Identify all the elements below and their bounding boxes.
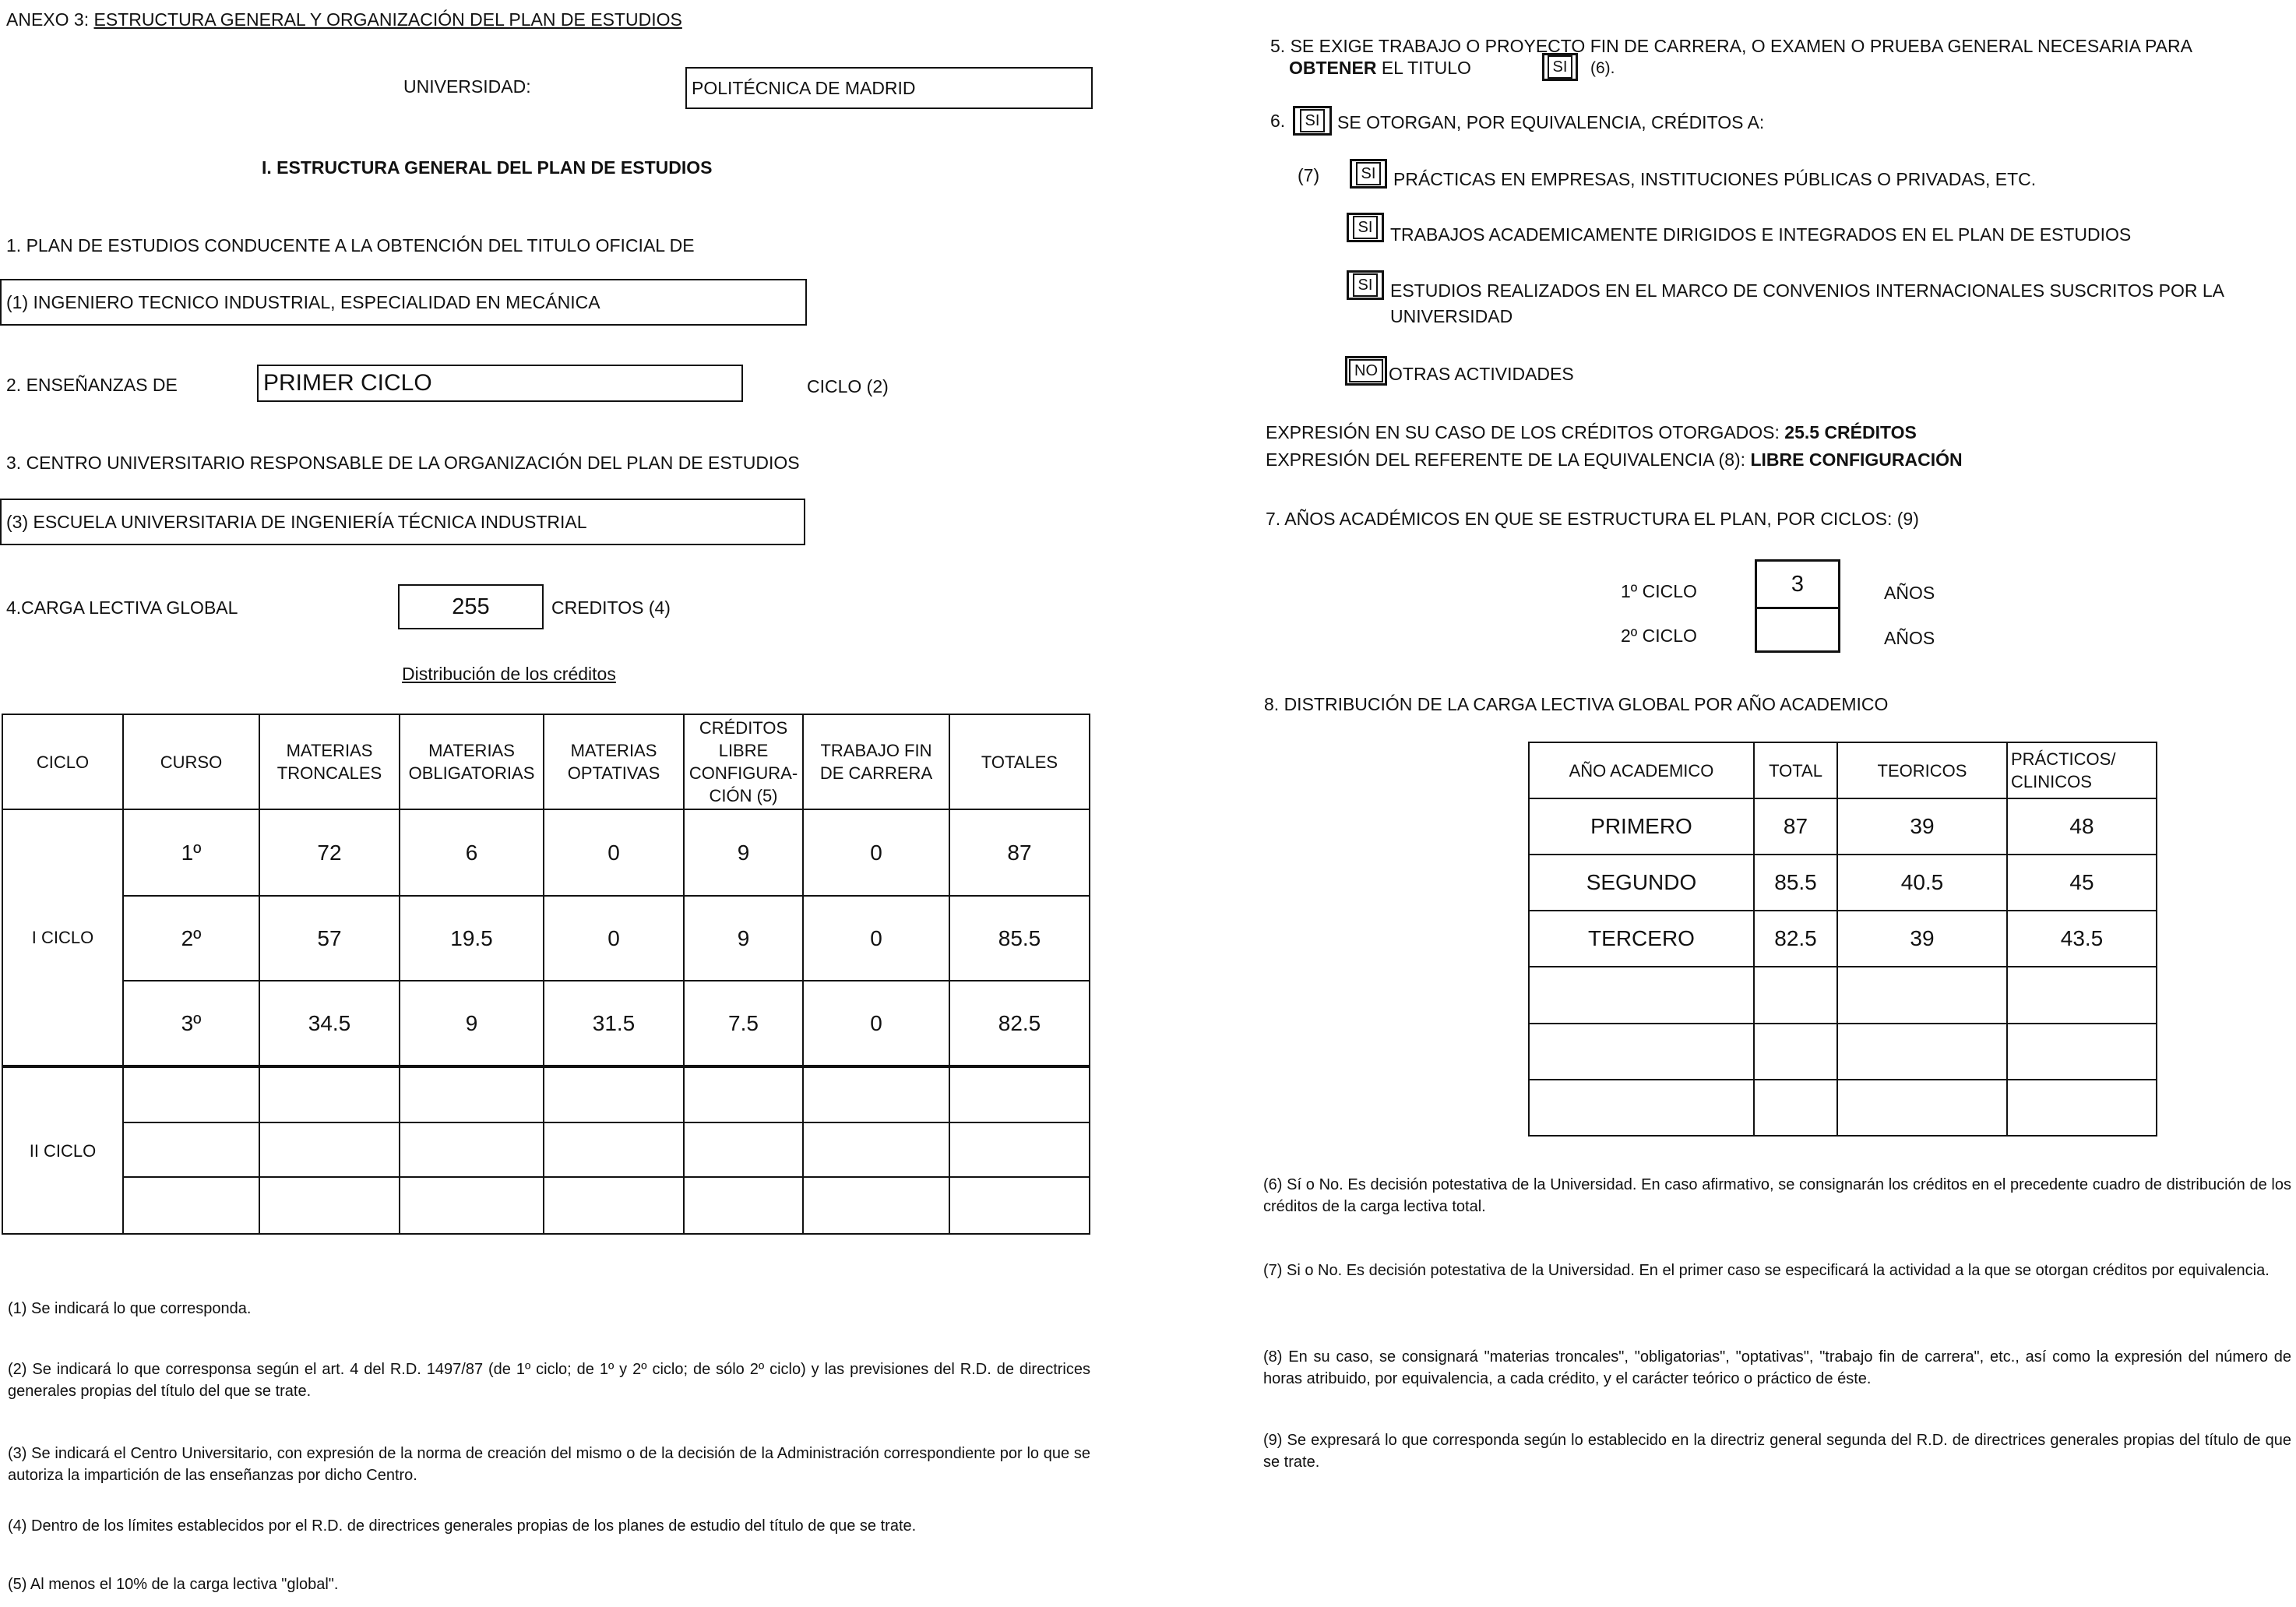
troncales-cell: 72 bbox=[259, 809, 400, 896]
universidad-label: UNIVERSIDAD: bbox=[403, 76, 531, 97]
q6-checkbox bbox=[1293, 106, 1332, 136]
libre-cell: 9 bbox=[684, 809, 803, 896]
annex-heading bbox=[6, 9, 682, 30]
trabajo-cell: 0 bbox=[803, 896, 949, 981]
q6-box-value: SI bbox=[1300, 109, 1326, 132]
obligatorias-cell: 19.5 bbox=[400, 896, 544, 981]
q7-years-boxes bbox=[1755, 559, 1840, 653]
q7-ciclo1-value: 3 bbox=[1757, 562, 1838, 609]
table-row bbox=[1529, 967, 2157, 1024]
totales-cell: 87 bbox=[949, 809, 1090, 896]
header-trabajo bbox=[803, 714, 949, 809]
q6d-checkbox bbox=[1345, 356, 1387, 386]
anio-cell: TERCERO bbox=[1529, 911, 1754, 967]
q5-line1: 5. SE EXIGE TRABAJO O PROYECTO FIN DE CARRERA, O EXAMEN O PRUEBA GENERAL NECESARIA PARA bbox=[1270, 36, 2192, 56]
table-row bbox=[2, 1066, 1090, 1122]
expresion-value-2: LIBRE CONFIGURACIÓN bbox=[1750, 449, 1963, 470]
troncales-cell: 34.5 bbox=[259, 981, 400, 1066]
table-row bbox=[2, 981, 1090, 1066]
q6b-text: TRABAJOS ACADEMICAMENTE DIRIGIDOS E INTEGRADOS EN EL PLAN DE ESTUDIOS bbox=[1390, 224, 2132, 245]
header-troncales-l1: MATERIAS bbox=[286, 741, 373, 760]
q5-note: (6). bbox=[1590, 59, 1615, 77]
credits-table bbox=[2, 714, 1090, 1235]
expresion-label-1: EXPRESIÓN EN SU CASO DE LOS CRÉDITOS OTORGADOS: bbox=[1266, 422, 1785, 442]
q6b-box-value: SI bbox=[1353, 216, 1379, 239]
q7-years-label-2: AÑOS bbox=[1884, 628, 1935, 648]
table-row bbox=[1529, 1080, 2157, 1136]
header-curso: CURSO bbox=[123, 714, 259, 809]
q6d-box-value: NO bbox=[1349, 359, 1383, 382]
q6b-checkbox bbox=[1347, 213, 1384, 242]
practicos-cell: 43.5 bbox=[2007, 911, 2157, 967]
teoricos-cell: 40.5 bbox=[1837, 855, 2007, 911]
teoricos-cell: 39 bbox=[1837, 798, 2007, 855]
q2-label: 2. ENSEÑANZAS DE bbox=[6, 375, 178, 395]
obligatorias-cell: 6 bbox=[400, 809, 544, 896]
table-row bbox=[2, 809, 1090, 896]
q6c-checkbox bbox=[1347, 270, 1384, 300]
q5-bold: OBTENER bbox=[1289, 58, 1377, 78]
q2-suffix: CICLO (2) bbox=[807, 376, 889, 396]
header-optativas bbox=[544, 714, 684, 809]
q7-ciclo2-label: 2º CICLO bbox=[1621, 626, 1697, 646]
section-title: I. ESTRUCTURA GENERAL DEL PLAN DE ESTUDIOS bbox=[262, 157, 713, 178]
footnote-5: (5) Al menos el 10% de la carga lectiva "global". bbox=[8, 1576, 339, 1593]
libre-cell: 7.5 bbox=[684, 981, 803, 1066]
q5-checkbox bbox=[1542, 53, 1578, 81]
year-distribution-table bbox=[1528, 742, 2157, 1137]
q7-years-label-1: AÑOS bbox=[1884, 583, 1935, 603]
q6-label: SE OTORGAN, POR EQUIVALENCIA, CRÉDITOS A: bbox=[1337, 112, 1765, 132]
header-trabajo-l2: DE CARRERA bbox=[819, 763, 933, 783]
trabajo-cell: 0 bbox=[803, 981, 949, 1066]
totales-cell: 82.5 bbox=[949, 981, 1090, 1066]
q4-field bbox=[398, 584, 544, 629]
table-row bbox=[2, 896, 1090, 981]
table-row bbox=[2, 1177, 1090, 1234]
q7-ciclo2-value bbox=[1757, 609, 1838, 652]
universidad-field: POLITÉCNICA DE MADRID bbox=[685, 67, 1093, 109]
total-cell: 82.5 bbox=[1754, 911, 1837, 967]
footnote-2: (2) Se indicará lo que corresponsa según el art. 4 del R.D. 1497/87 (de 1º ciclo; de 1º y 2º ciclo; de sólo 2º ciclo) y las previsiones del R.D. de directrices generales propias del título del que se trate. bbox=[8, 1361, 1090, 1400]
header-trabajo-l1: TRABAJO FIN bbox=[820, 741, 932, 760]
table-row bbox=[1529, 911, 2157, 967]
teoricos-cell: 39 bbox=[1837, 911, 2007, 967]
footnote-7: (7) Si o No. Es decisión potestativa de la Universidad. En el primer caso se especificará la actividad a la que se otorgan créditos por equivalencia. bbox=[1263, 1262, 2270, 1279]
header-practicos bbox=[2007, 742, 2157, 798]
expresion-line-1 bbox=[1266, 422, 1917, 443]
table-row bbox=[1529, 1024, 2157, 1080]
q3-field: (3) ESCUELA UNIVERSITARIA DE INGENIERÍA TÉCNICA INDUSTRIAL bbox=[0, 499, 805, 545]
header-libre-l4: CIÓN (5) bbox=[709, 786, 778, 805]
q5-text: EL TITULO bbox=[1376, 58, 1471, 78]
optativas-cell: 31.5 bbox=[544, 981, 684, 1066]
q7-ciclo1-label: 1º CICLO bbox=[1621, 581, 1697, 601]
anio-cell: SEGUNDO bbox=[1529, 855, 1754, 911]
q6a-text: PRÁCTICAS EN EMPRESAS, INSTITUCIONES PÚBLICAS O PRIVADAS, ETC. bbox=[1393, 169, 2037, 189]
header-optativas-l1: MATERIAS bbox=[570, 741, 657, 760]
header-practicos-l2: CLINICOS bbox=[2011, 772, 2092, 791]
optativas-cell: 0 bbox=[544, 896, 684, 981]
header-ciclo: CICLO bbox=[2, 714, 123, 809]
header-obligatorias bbox=[400, 714, 544, 809]
q6c-box-value: SI bbox=[1353, 273, 1379, 297]
q5-line2 bbox=[1289, 58, 1471, 79]
curso-cell: 3º bbox=[123, 981, 259, 1066]
header-libre-l2: LIBRE bbox=[718, 741, 769, 760]
header-libre-l3: CONFIGURA- bbox=[688, 763, 798, 783]
q6-ref: (7) bbox=[1298, 165, 1320, 185]
header-obligatorias-l1: MATERIAS bbox=[428, 741, 515, 760]
q8-label: 8. DISTRIBUCIÓN DE LA CARGA LECTIVA GLOBAL POR AÑO ACADEMICO bbox=[1264, 694, 1889, 714]
footnote-3: (3) Se indicará el Centro Universitario, con expresión de la norma de creación del mismo o de la decisión de la Administración correspondiente por lo que se autoriza la impartición de las enseñanzas por dicho Centro. bbox=[8, 1445, 1090, 1484]
table-row bbox=[1529, 798, 2157, 855]
ciclo-1-label: I CICLO bbox=[2, 809, 123, 1066]
troncales-cell: 57 bbox=[259, 896, 400, 981]
obligatorias-cell: 9 bbox=[400, 981, 544, 1066]
footnote-1: (1) Se indicará lo que corresponda. bbox=[8, 1300, 252, 1317]
footnote-9: (9) Se expresará lo que corresponda según lo establecido en la directriz general segunda del R.D. de directrices generales propias del título de que se trate. bbox=[1263, 1432, 2291, 1471]
header-troncales bbox=[259, 714, 400, 809]
header-obligatorias-l2: OBLIGATORIAS bbox=[408, 763, 535, 783]
total-cell: 85.5 bbox=[1754, 855, 1837, 911]
anio-cell: PRIMERO bbox=[1529, 798, 1754, 855]
footnote-4: (4) Dentro de los límites establecidos por el R.D. de directrices generales propias de los planes de estudio del título de que se trate. bbox=[8, 1517, 917, 1535]
footnote-8: (8) En su caso, se consignará "materias troncales", "obligatorias", "optativas", "trabajo fin de carrera", etc., así como la expresión del número de horas atribuido, por equivalencia, a cada crédito, y el carácter teórico o práctico de éste. bbox=[1263, 1348, 2291, 1387]
q1-field: (1) INGENIERO TECNICO INDUSTRIAL, ESPECIALIDAD EN MECÁNICA bbox=[0, 279, 807, 326]
q7-label: 7. AÑOS ACADÉMICOS EN QUE SE ESTRUCTURA EL PLAN, POR CICLOS: (9) bbox=[1266, 509, 1919, 529]
distribution-title: Distribución de los créditos bbox=[402, 664, 616, 684]
header-optativas-l2: OPTATIVAS bbox=[567, 763, 660, 783]
header-total: TOTAL bbox=[1754, 742, 1837, 798]
header-troncales-l2: TRONCALES bbox=[276, 763, 382, 783]
annex-prefix: ANEXO 3: bbox=[6, 9, 94, 30]
q4-label: 4.CARGA LECTIVA GLOBAL bbox=[6, 597, 238, 618]
header-libre-l1: CRÉDITOS bbox=[699, 718, 788, 738]
curso-cell: 2º bbox=[123, 896, 259, 981]
expresion-label-2: EXPRESIÓN DEL REFERENTE DE LA EQUIVALENCIA (8): bbox=[1266, 449, 1751, 470]
q6-number: 6. bbox=[1270, 111, 1286, 131]
expresion-line-2 bbox=[1266, 449, 1963, 470]
q6a-box-value: SI bbox=[1356, 162, 1382, 185]
curso-cell: 1º bbox=[123, 809, 259, 896]
expresion-value-1: 25.5 CRÉDITOS bbox=[1784, 422, 1917, 442]
q1-label: 1. PLAN DE ESTUDIOS CONDUCENTE A LA OBTENCIÓN DEL TITULO OFICIAL DE bbox=[6, 235, 695, 255]
q4-suffix: CREDITOS (4) bbox=[551, 597, 671, 618]
q6c-text2: UNIVERSIDAD bbox=[1390, 306, 1513, 326]
libre-cell: 9 bbox=[684, 896, 803, 981]
totales-cell: 85.5 bbox=[949, 896, 1090, 981]
trabajo-cell: 0 bbox=[803, 809, 949, 896]
footnote-6: (6) Sí o No. Es decisión potestativa de la Universidad. En caso afirmativo, se consignarán los créditos en el precedente cuadro de distribución de los créditos de la carga lectiva total. bbox=[1263, 1176, 2291, 1215]
table-row bbox=[2, 1122, 1090, 1177]
header-libre bbox=[684, 714, 803, 809]
total-cell: 87 bbox=[1754, 798, 1837, 855]
table-row bbox=[1529, 855, 2157, 911]
annex-title: ESTRUCTURA GENERAL Y ORGANIZACIÓN DEL PLAN DE ESTUDIOS bbox=[93, 9, 682, 30]
q2-field: PRIMER CICLO bbox=[257, 365, 743, 402]
header-teoricos: TEORICOS bbox=[1837, 742, 2007, 798]
practicos-cell: 45 bbox=[2007, 855, 2157, 911]
ciclo-2-label: II CICLO bbox=[2, 1066, 123, 1234]
q4-value: 255 bbox=[452, 594, 490, 619]
q6a-checkbox bbox=[1350, 159, 1387, 189]
header-practicos-l1: PRÁCTICOS/ bbox=[2011, 749, 2116, 769]
header-anio: AÑO ACADEMICO bbox=[1529, 742, 1754, 798]
q3-label: 3. CENTRO UNIVERSITARIO RESPONSABLE DE LA ORGANIZACIÓN DEL PLAN DE ESTUDIOS bbox=[6, 453, 800, 473]
q6d-text: OTRAS ACTIVIDADES bbox=[1389, 364, 1574, 384]
optativas-cell: 0 bbox=[544, 809, 684, 896]
practicos-cell: 48 bbox=[2007, 798, 2157, 855]
q6c-text1: ESTUDIOS REALIZADOS EN EL MARCO DE CONVENIOS INTERNACIONALES SUSCRITOS POR LA bbox=[1390, 280, 2224, 301]
q5-box-value: SI bbox=[1548, 55, 1573, 79]
header-totales: TOTALES bbox=[949, 714, 1090, 809]
